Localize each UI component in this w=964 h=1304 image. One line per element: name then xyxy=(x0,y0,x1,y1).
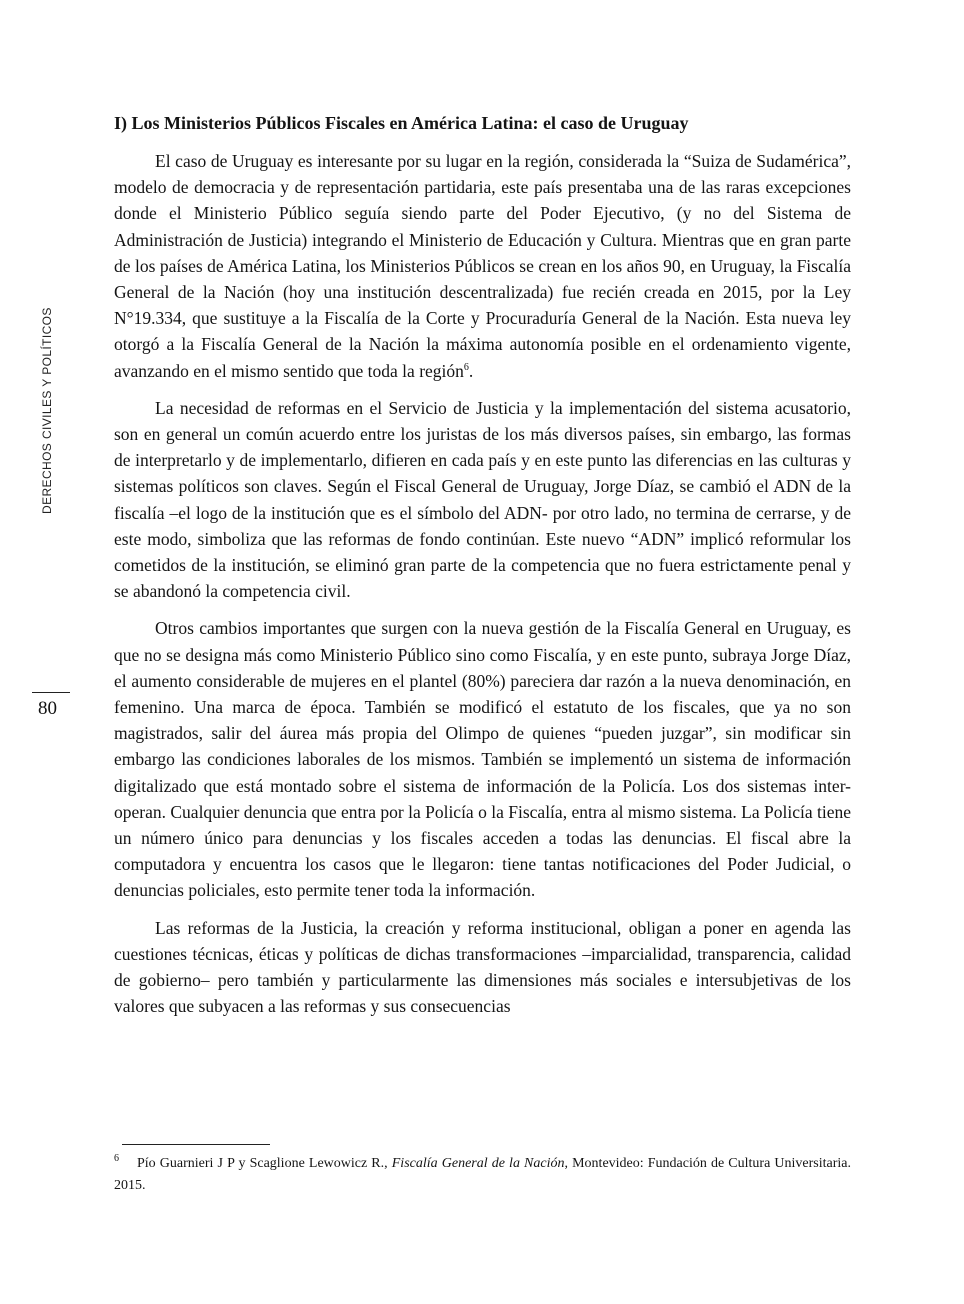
page-number: 80 xyxy=(38,698,57,719)
paragraph-1-text: El caso de Uruguay es interesante por su lugar en la región, considerada la “Suiza de Sudamérica”, modelo de democracia y de representación partidaria, este país presentaba una de las raras excepciones donde el Ministerio Público seguía siendo parte del Poder Ejecutivo, (y no del Sistema de Administración de Justicia) integrando el Ministerio de Educación y Cultura. Mientras que en gran parte de los países de América Latina, los Ministerios Públicos se crean en los años 90, en Uruguay, la Fiscalía General de la Nación (hoy una institución descentralizada) fue recién creada en 2015, por la Ley N°19.334, que sustituye a la Fiscalía de la Corte y Procuraduría General de la Nación. Esta nueva ley otorgó a la Fiscalía General de la Nación la máxima autonomía posible en el ordenamiento vigente, avanzando en el mismo sentido que toda la región xyxy=(114,151,851,381)
paragraph-4: Las reformas de la Justicia, la creación y reforma institucional, obligan a poner en agenda las cuestiones técnicas, éticas y políticas de dichas transformaciones –imparcialidad, transparencia, calidad de gobierno– pero también y particularmente las dimensiones más sociales e intersubjetivas de los valores que subyacen a las reformas y sus consecuencias xyxy=(114,917,851,1017)
page-number-rule xyxy=(32,692,70,693)
paragraph-2: La necesidad de reformas en el Servicio de Justicia y la implementación del sistema acusatorio, son en general un común acuerdo entre los juristas de los más diversos países, sin embargo, las formas de interpretarlo y de implementarlo, difieren en cada país y en este punto las diferencias en las culturas y sistemas políticos son claves. Según el Fiscal General de Uruguay, Jorge Díaz, se cambió el ADN de la fiscalía –el logo de la institución que es el símbolo del ADN- por otro lado, no termina de cerrarse, y de este modo, simboliza que las reformas de fondo continúan. Este nuevo “ADN” implicó reformular los cometidos de la institución, se eliminó gran parte de la competencia que no fuera estrictamente penal y se abandonó la competencia civil. xyxy=(114,397,851,602)
footnote xyxy=(114,1153,851,1197)
paragraph-1 xyxy=(114,148,851,384)
footnote-reference[interactable]: 6 xyxy=(463,361,469,373)
footnote-authors: Pío Guarnieri J P y Scaglione Lewowicz R., xyxy=(137,1156,388,1171)
footnote-publication: , Montevideo: Fundación de Cultura Universitaria. 2015. xyxy=(114,1156,851,1193)
paragraph-1-end: . xyxy=(468,360,474,381)
section-heading: I) Los Ministerios Públicos Fiscales en América Latina: el caso de Uruguay xyxy=(114,113,689,133)
footnote-number: 6 xyxy=(114,1153,119,1165)
footnote-title: Fiscalía General de la Nación xyxy=(391,1156,565,1171)
running-section-label: DERECHOS CIVILES Y POLÍTICOS xyxy=(40,307,54,514)
main-text xyxy=(114,110,851,1031)
footnote-separator xyxy=(122,1144,270,1145)
paragraph-3: Otros cambios importantes que surgen con la nueva gestión de la Fiscalía General en Uruguay, es que no se designa más como Ministerio Público sino como Fiscalía, y en este punto, subraya Jorge Díaz, el aumento considerable de mujeres en el plantel (80%) pareciera dar razón a la nueva denominación, en femenino. Una marca de época. También se modificó el estatuto de los fiscales, que ya no son magistrados, salir del áurea más propia del Olimpo de quienes “pueden juzgar”, sin modificar sin embargo las condiciones laborales de los mismos. También se implementó un sistema de información digitalizado que está montado sobre el sistema de información de la Policía. Los dos sistemas inter-operan. Cualquier denuncia que entra por la Policía o la Fiscalía, entra al mismo sistema. La Policía tiene un número único para denuncias y los fiscales acceden a todas las denuncias. El fiscal abre la computadora y encuentra los casos que le llegaron: tiene tantas notificaciones del Poder Judicial, o denuncias policiales, esto permite tener toda la información. xyxy=(114,618,851,901)
